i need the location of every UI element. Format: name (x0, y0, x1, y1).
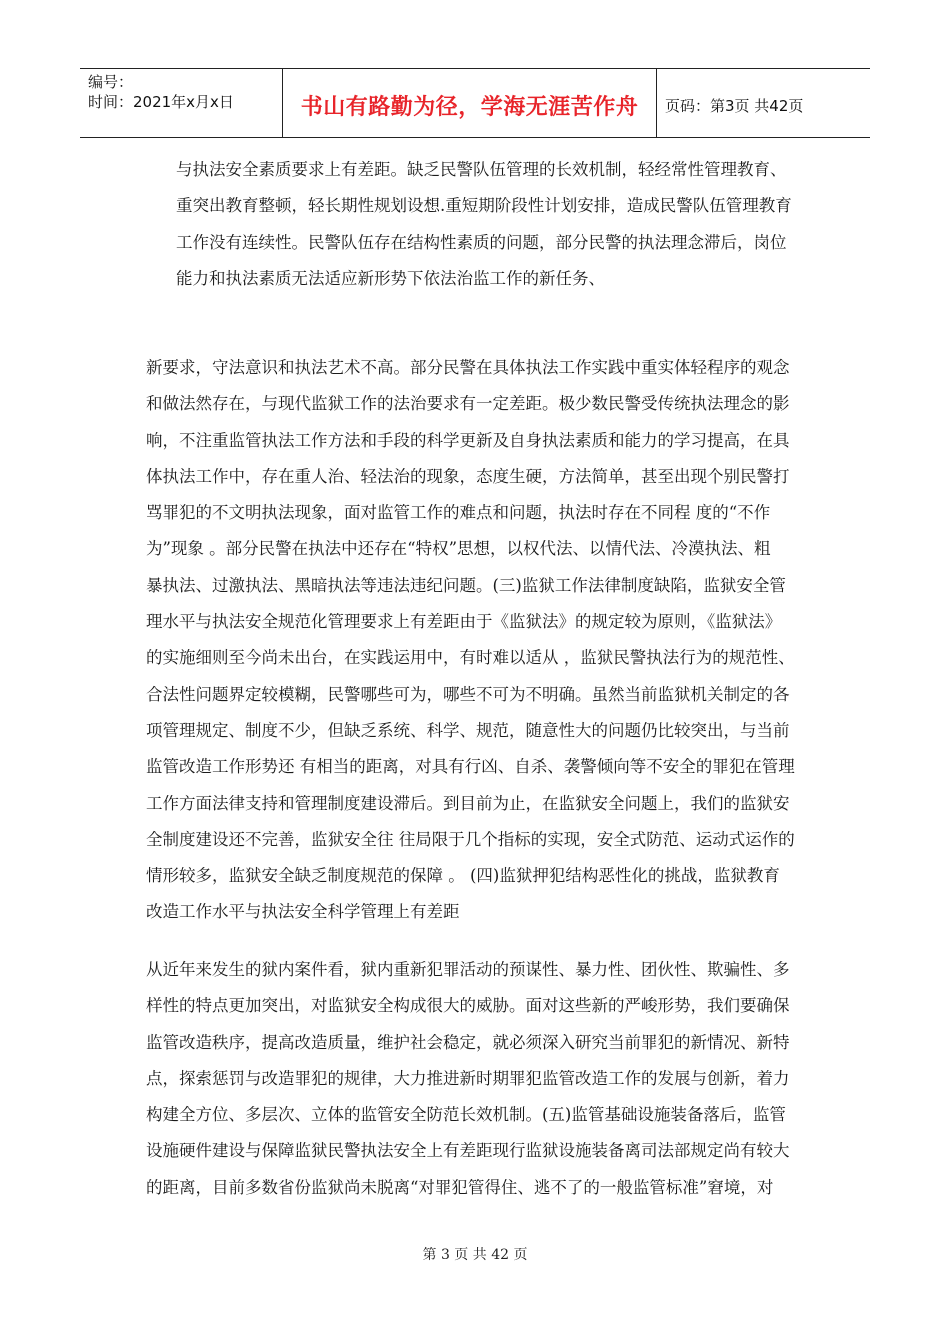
header-motto: 书山有路勤为径，学海无涯苦作舟 (300, 94, 639, 120)
paragraph-line: 工作方面法律支持和管理制度建设滞后。到目前为止，在监狱安全问题上，我们的监狱安 (146, 793, 790, 813)
header-page-label: 页码：第3页 共42页 (665, 96, 804, 115)
header-motto-cell (282, 69, 657, 137)
page-header (80, 68, 870, 138)
paragraph-line: 与执法安全素质要求上有差距。缺乏民警队伍管理的长效机制，轻经常性管理教育、 (176, 160, 787, 179)
paragraph-line: 重突出教育整顿，轻长期性规划设想.重短期阶段性计划安排，造成民警队伍管理教育 (176, 196, 792, 216)
paragraph-line: 暴执法、过激执法、黑暗执法等违法违纪问题。(三)监狱工作法律制度缺陷，监狱安全管 (146, 575, 786, 595)
document-date-label: 时间：2021年x月x日 (88, 93, 234, 111)
paragraph-line: 构建全方位、多层次、立体的监管安全防范长效机制。(五)监管基础设施装备落后，监管 (146, 1105, 786, 1125)
page-footer (0, 1244, 950, 1264)
paragraph-1 (176, 152, 812, 297)
paragraph-line: 监管改造工作形势还 有相当的距离，对具有行凶、自杀、袭警倾向等不安全的罪犯在管理 (146, 757, 795, 777)
paragraph-line: 体执法工作中，存在重人治、轻法治的现象，态度生硬，方法简单，甚至出现个别民警打 (146, 466, 790, 486)
paragraph-line: 合法性问题界定较模糊，民警哪些可为，哪些不可为不明确。虽然当前监狱机关制定的各 (146, 684, 790, 704)
paragraph-line: 和做法然存在，与现代监狱工作的法治要求有一定差距。极少数民警受传统执法理念的影 (146, 394, 790, 414)
paragraph-line: 新要求，守法意识和执法艺术不高。部分民警在具体执法工作实践中重实体轻程序的观念 (146, 358, 790, 377)
paragraph-line: 改造工作水平与执法安全科学管理上有差距 (146, 902, 460, 922)
paragraph-line: 为”现象 。部分民警在执法中还存在“特权”思想，以权代法、以情代法、冷漠执法、粗 (146, 539, 771, 559)
paragraph-line: 的距离，目前多数省份监狱尚未脱离“对罪犯管得住、逃不了的一般监管标准”窘境，对 (146, 1177, 774, 1197)
paragraph-line: 设施硬件建设与保障监狱民警执法安全上有差距现行监狱设施装备离司法部规定尚有较大 (146, 1141, 790, 1161)
paragraph-line: 骂罪犯的不文明执法现象，面对监管工作的难点和问题，执法时存在不同程 度的“不作 (146, 503, 771, 523)
paragraph-line: 监管改造秩序，提高改造质量，维护社会稳定，就必须深入研究当前罪犯的新情况、新特 (146, 1032, 790, 1052)
paragraph-3 (146, 952, 812, 1206)
paragraph-line: 样性的特点更加突出，对监狱安全构成很大的威胁。面对这些新的严峻形势，我们要确保 (146, 996, 790, 1016)
paragraph-line: 点，探索惩罚与改造罪犯的规律，大力推进新时期罪犯监管改造工作的发展与创新，着力 (146, 1068, 790, 1088)
header-page-cell (657, 69, 870, 137)
paragraph-line: 理水平与执法安全规范化管理要求上有差距由于《监狱法》的规定较为原则，《监狱法》 (146, 612, 782, 632)
paragraph-line: 的实施细则至今尚未出台，在实践运用中，有时难以适从 ，监狱民警执法行为的规范性、 (146, 648, 795, 668)
paragraph-line: 项管理规定、制度不少，但缺乏系统、科学、规范，随意性大的问题仍比较突出，与当前 (146, 720, 790, 740)
paragraph-2 (146, 350, 812, 931)
document-number-label: 编号： (88, 73, 134, 91)
paragraph-line: 情形较多，监狱安全缺乏制度规范的保障 。 (四)监狱押犯结构恶性化的挑战，监狱教育 (146, 866, 780, 886)
header-meta (80, 69, 282, 137)
footer-page-number: 第 3 页 共 42 页 (422, 1247, 528, 1263)
paragraph-line: 响，不注重监管执法工作方法和手段的科学更新及自身执法素质和能力的学习提高，在具 (146, 430, 790, 450)
paragraph-line: 全制度建设还不完善，监狱安全往 往局限于几个指标的实现，安全式防范、运动式运作的 (146, 829, 795, 849)
paragraph-line: 工作没有连续性。民警队伍存在结构性素质的问题，部分民警的执法理念滞后，岗位 (176, 232, 787, 252)
paragraph-line: 能力和执法素质无法适应新形势下依法治监工作的新任务、 (176, 268, 605, 288)
paragraph-line: 从近年来发生的狱内案件看，狱内重新犯罪活动的预谋性、暴力性、团伙性、欺骗性、多 (146, 960, 790, 979)
